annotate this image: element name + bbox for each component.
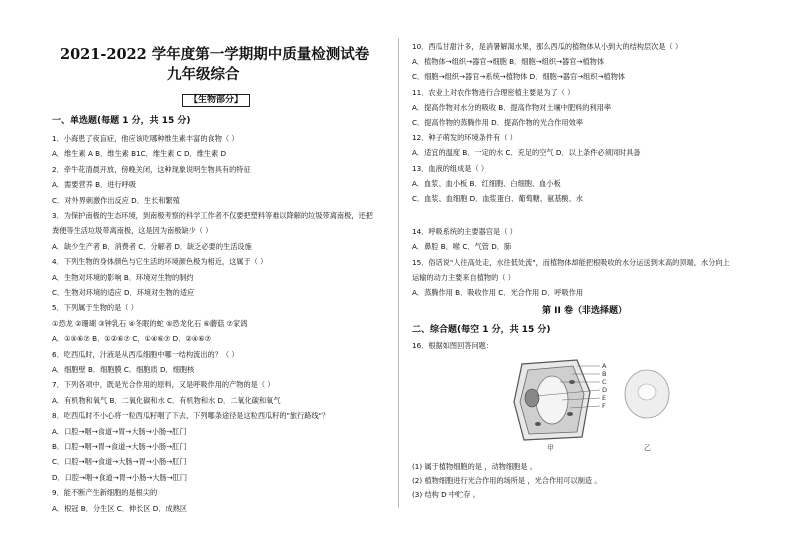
question-line: A．细胞壁 B．细胞膜 C．细胞质 D．细胞核: [52, 365, 195, 374]
question-line: A．①⑤⑥⑦ B．①②⑥⑦ C．①④⑥⑦ D．②④⑥⑦: [52, 334, 212, 344]
question-line: 6．吃西瓜时，汁液是从西瓜细胞中哪一结构流出的？（ ）: [52, 349, 239, 359]
question-line: C．提高作物的蒸腾作用 D．提高作物的光合作用效率: [412, 118, 583, 127]
question-line: 5．下列属于生物的是（ ）: [52, 303, 138, 313]
question-line: A．鼻腔 B．喉 C．气管 D．肺: [412, 242, 512, 252]
question-line: ①恐龙 ②珊瑚 ③钟乳石 ④冬眠的蛇 ⑤恐龙化石 ⑥蘑菇 ⑦家鸽: [52, 318, 248, 328]
diagram-label: D: [602, 386, 608, 394]
section-box: 【生物部分】: [182, 94, 250, 107]
caption-yi: 乙: [644, 444, 651, 452]
column-divider: [398, 38, 399, 508]
question-line: 13．血液的组成是（ ）: [412, 163, 489, 173]
question-line: A．有机物和氧气 B．二氧化碳和水 C．有机物和水 D．二氧化碳和氧气: [52, 395, 281, 405]
question-line: 14．呼吸系统的主要器官是（ ）: [412, 227, 517, 237]
answer-line: (2) 植物细胞进行光合作用的场所是 ，光合作用可以制造 。: [412, 476, 602, 485]
part2-title: 第 II 卷（非选择题）: [542, 306, 627, 316]
diagram-label: B: [602, 370, 607, 378]
question-16: 16．根据如图回答问题：: [412, 341, 494, 350]
question-line: 3．为保护南极的生态环境，到南极考察的科学工作者不仅要把塑料等难以降解的垃圾带离南极，还把: [52, 211, 373, 220]
question-line: A．蒸腾作用 B．吸收作用 C．光合作用 D．呼吸作用: [412, 288, 584, 297]
diagram-label: F: [602, 402, 606, 410]
question-line: 4．下列生物的身体颜色与它生活的环境颜色极为相近，这属于（ ）: [52, 257, 268, 267]
cell-diagram: [502, 352, 692, 452]
question-line: C．生物对环境的适应 D．环境对生物的适应: [52, 288, 195, 297]
question-line: 12．种子萌发的环境条件有（ ）: [412, 133, 517, 143]
answer-line: (3) 结构 D 中贮存 。: [412, 490, 480, 499]
question-line: 7．下列各项中，既是光合作用的原料，又是呼吸作用的产物的是（ ）: [52, 380, 275, 390]
exam-subtitle: 九年级综合: [167, 66, 240, 83]
question-line: A．需要营养 B．进行呼吸: [52, 180, 137, 190]
question-line: 粪便等生活垃圾带离南极，这是因为南极缺少（ ）: [52, 226, 213, 236]
question-line: A．适宜的温度 B．一定的水 C．充足的空气 D．以上条件必须同时具备: [412, 148, 641, 158]
answer-line: (1) 属于植物细胞的是 ，动物细胞是 。: [412, 462, 537, 471]
plant-cell-figure: [514, 360, 590, 440]
question-line: A．植物体→组织→器官→细胞 B．细胞→组织→器官→植物体: [412, 57, 605, 67]
diagram-label: C: [602, 378, 607, 386]
part2-heading: 二、综合题(每空 1 分，共 15 分): [412, 325, 551, 335]
question-line: 运输的动力主要来自植物的（ ）: [412, 272, 515, 282]
question-line: C．对外界刺激作出反应 D．生长和繁殖: [52, 195, 180, 205]
question-line: A．口腔→咽→食道→胃→大肠→小肠→肛门: [52, 426, 187, 436]
question-line: A．生物对环境的影响 B．环境对生物的制约: [52, 272, 194, 282]
question-line: A．维生素 A B．维生素 B1C．维生素 C D．维生素 D: [52, 149, 227, 159]
animal-cell-figure: [625, 370, 669, 418]
diagram-labels: [602, 362, 607, 410]
question-line: C．细胞→组织→器官→系统→植物体 D．细胞→器官→组织→植物体: [412, 72, 626, 82]
question-line: 15．俗话说"人往高处走，水往低处流"，而植物体却能把根吸收的水分运送到末高的顶端，水分向上: [412, 257, 730, 267]
question-line: 10．西瓜甘甜汁多，是消暑解渴水果，那么西瓜的植物体从小到大的结构层次是（ ）: [412, 42, 683, 51]
question-line: C．血浆、血细胞 D．血浆蛋白、葡萄糖、氨基酸、水: [412, 194, 583, 203]
question-line: A．缺少生产者 B．消费者 C．分解者 D．缺乏必要的生活设施: [52, 241, 252, 251]
diagram-label: E: [602, 394, 607, 402]
caption-jia: 甲: [547, 444, 554, 452]
diagram-label: A: [602, 362, 607, 370]
question-line: 2．牵牛花清晨开放，傍晚关闭，这种现象说明生物具有的特征: [52, 164, 251, 174]
question-line: D．口腔→咽→食道→胃→小肠→大肠→肛门: [52, 472, 188, 482]
question-line: B．口腔→咽→胃→食道→大肠→小肠→肛门: [52, 442, 187, 451]
part1-heading: 一、单选题(每题 1 分，共 15 分): [52, 116, 191, 126]
question-line: A．血浆、血小板 B．红细胞、白细胞、血小板: [412, 178, 561, 188]
question-line: A．提高作物对水分的吸收 B．提高作物对土壤中肥料的利用率: [412, 102, 612, 112]
question-line: A．根冠 B．分生区 C．伸长区 D．成熟区: [52, 503, 188, 513]
question-line: 8．吃西瓜时不小心将一粒西瓜籽咽了下去，下列哪条途径是这粒西瓜籽的"旅行路线"？: [52, 411, 330, 421]
question-line: 1．小海患了夜盲症，他应该吃哪种维生素丰富的食物（ ）: [52, 134, 239, 143]
exam-title: 2021-2022 学年度第一学期期中质量检测试卷: [60, 46, 370, 63]
question-line: C．口腔→咽→食道→大肠→胃→小肠→肛门: [52, 457, 187, 467]
question-line: 11．农业上对农作物进行合理密植主要是为了（ ）: [412, 87, 575, 97]
question-line: 9．能不断产生新细胞的是根尖的: [52, 488, 158, 498]
